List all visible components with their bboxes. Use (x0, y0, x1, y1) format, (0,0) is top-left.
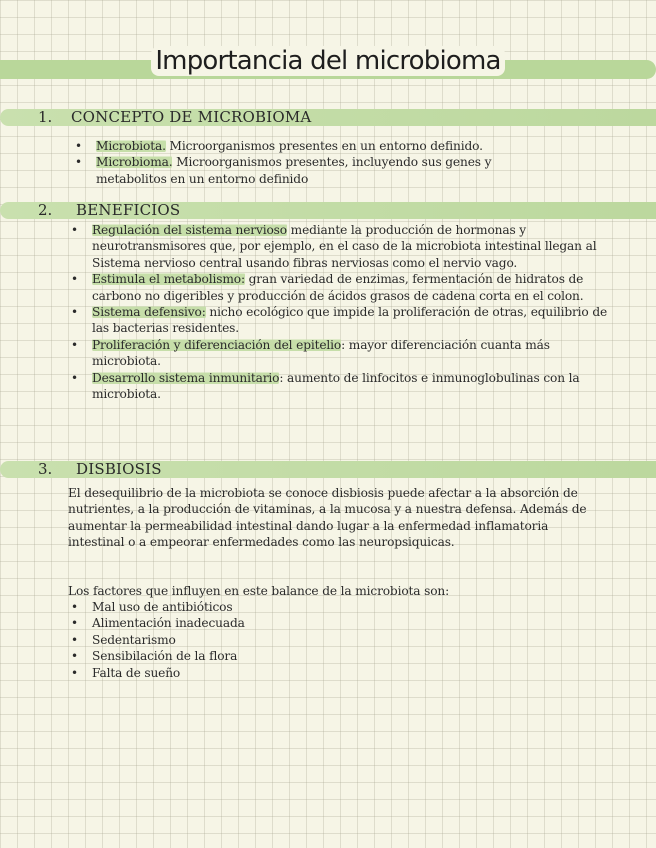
term-highlight: Proliferación y diferenciación del epitelio (92, 337, 342, 352)
section-title: DISBIOSIS (76, 460, 162, 478)
list-item: • Falta de sueño (68, 665, 468, 681)
section-number: 2. (38, 201, 53, 219)
concepto-list (72, 138, 552, 187)
list-item: • Regulación del sistema nervioso mediante la producción de hormonas y neurotransmisores que, por ejemplo, en el caso de la microbiota intestinal llegan al Sistema nervioso central usando fibras nerviosas como el nervio vago. (68, 222, 616, 271)
beneficios-list (68, 222, 616, 402)
list-item: • Desarrollo sistema inmunitario: aumento de linfocitos e inmunoglobulinas con la microbiota. (68, 370, 616, 403)
list-item: • Microbiota. Microorganismos presentes en un entorno definido. (72, 138, 552, 154)
section-number: 1. (38, 108, 53, 126)
section-title: BENEFICIOS (76, 201, 181, 219)
list-item: • Sistema defensivo: nicho ecológico que impide la proliferación de otras, equilibrio de las bacterias residentes. (68, 304, 616, 337)
term-highlight: Microbiota. (96, 139, 166, 153)
factors-intro: Los factores que influyen en este balance de la microbiota son: (68, 584, 450, 598)
term-highlight: Sistema defensivo: (92, 305, 206, 320)
list-item: • Proliferación y diferenciación del epitelio: mayor diferenciación cuanta más microbiota. (68, 337, 616, 370)
list-item: • Sedentarismo (68, 632, 468, 648)
section-header-concepto (0, 109, 656, 126)
list-item: • Sensibilación de la flora (68, 648, 468, 664)
factors-list (68, 599, 468, 681)
section-number: 3. (38, 460, 53, 478)
section-header-disbiosis (0, 461, 656, 478)
list-item: • Mal uso de antibióticos (68, 599, 468, 615)
list-item: • Microbioma. Microorganismos presentes, incluyendo sus genes y metabolitos en un entorno definido (72, 154, 552, 187)
term-highlight: Regulación del sistema nervioso (92, 223, 287, 237)
section-header-beneficios (0, 202, 656, 219)
term-highlight: Desarrollo sistema inmunitario (92, 370, 280, 385)
disbiosis-paragraph: El desequilibrio de la microbiota se conoce disbiosis puede afectar a la absorción de nutrientes, a la producción de vitaminas, a la mucosa y a nuestra defensa. Además de aumentar la permeabilidad intestinal dando lugar a la enfermedad inflamatoria intestinal o a empeorar enfermedades como las neuropsiquicas. (68, 486, 587, 550)
list-item: • Estimula el metabolismo: gran variedad de enzimas, fermentación de hidratos de carbono no digeribles y producción de ácidos grasos de cadena corta en el colon. (68, 271, 616, 304)
section-title: CONCEPTO DE MICROBIOMA (71, 108, 312, 126)
term-highlight: Microbioma. (96, 155, 173, 170)
page-title: Importancia del microbioma (0, 46, 656, 76)
list-item: • Alimentación inadecuada (68, 615, 468, 631)
term-highlight: Estimula el metabolismo: (92, 272, 245, 287)
